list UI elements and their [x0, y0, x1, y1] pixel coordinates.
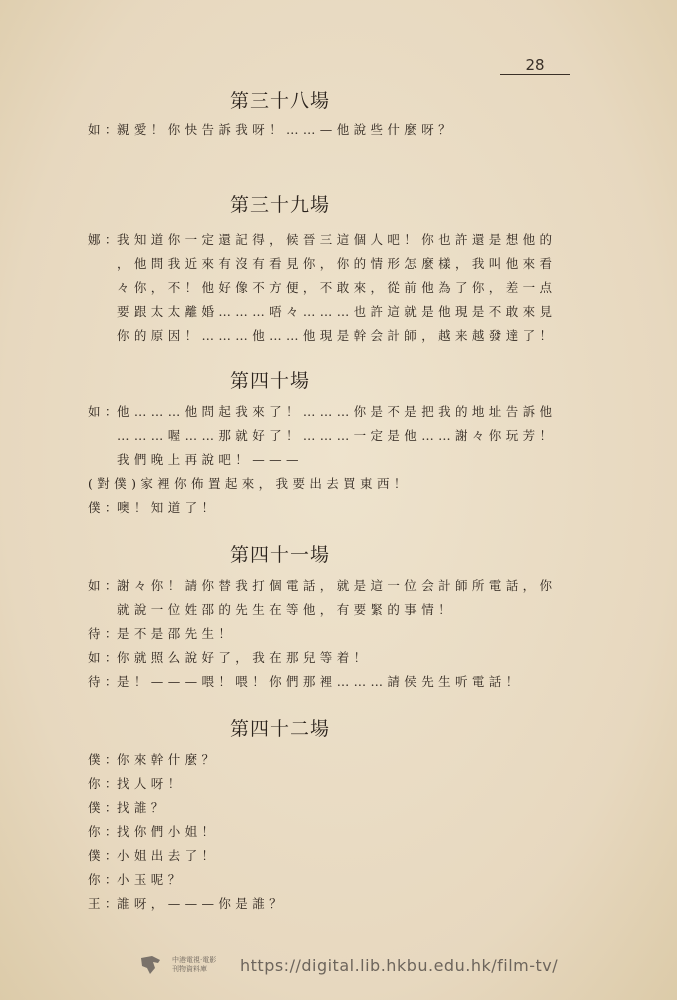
stage-direction: (對僕) [88, 476, 141, 491]
scene-heading-42: 第四十二場 [230, 718, 331, 740]
speaker: 如： [88, 404, 122, 419]
scene-40-dialogue [88, 400, 588, 520]
speaker: 待： [88, 626, 122, 641]
line-continuation: ………喔……那就好了！………一定是他……謝々你玩芳！ [117, 428, 557, 443]
scene-heading-41: 第四十一場 [230, 544, 331, 566]
line-text: 找人呀！ [117, 776, 185, 791]
dialogue-line [88, 868, 588, 892]
dialogue-line [88, 748, 588, 772]
library-watermark [138, 952, 558, 978]
speaker: 你： [88, 872, 122, 887]
line-text: 小姐出去了！ [117, 848, 219, 863]
line-continuation: 々你，不！他好像不方便，不敢來，從前他為了你，差一点 [117, 280, 557, 295]
dialogue-line [88, 796, 588, 820]
line-continuation: ，他問我近來有沒有看見你，你的情形怎麼樣，我叫他來看 [117, 256, 557, 271]
scene-41-dialogue [88, 574, 588, 694]
speaker: 如： [88, 578, 122, 593]
line-text: 謝々你！請你替我打個電話，就是這一位会計師所電話，你 [117, 578, 557, 593]
library-logo-icon [138, 954, 164, 976]
page-number: 28 [525, 56, 545, 74]
speaker: 如： [88, 650, 122, 665]
speaker: 僕： [88, 800, 122, 815]
speaker: 待： [88, 674, 122, 689]
scene-heading-38: 第三十八場 [230, 90, 331, 112]
line-text: 你就照么說好了，我在那兒等着！ [117, 650, 371, 665]
scene-42-dialogue [88, 748, 588, 916]
line-text: 是不是邵先生！ [117, 626, 236, 641]
dialogue-line [88, 670, 588, 694]
line-text: 家裡你佈置起來，我要出去買東西！ [140, 476, 411, 491]
speaker: 僕： [88, 752, 122, 767]
dialogue-line [88, 844, 588, 868]
line-continuation: 我們晚上再說吧！——— [117, 452, 303, 467]
scene-heading-39: 第三十九場 [230, 194, 331, 216]
dialogue-line [88, 118, 588, 142]
dialogue-line [88, 772, 588, 796]
dialogue-line [88, 820, 588, 844]
line-text: 找你們小姐！ [117, 824, 219, 839]
dialogue-line [88, 622, 588, 646]
dialogue-line [88, 400, 588, 472]
scene-heading-40: 第四十場 [230, 370, 311, 392]
scene-39-dialogue [88, 228, 588, 348]
watermark-url: https://digital.lib.hkbu.edu.hk/film-tv/ [240, 955, 559, 975]
line-text: 噢！知道了！ [117, 500, 219, 515]
dialogue-line [88, 472, 588, 496]
dialogue-line [88, 892, 588, 916]
dialogue-line [88, 646, 588, 670]
watermark-org-line1: 中港電視·電影 [172, 956, 217, 964]
line-text: 誰呀，———你是誰？ [117, 896, 287, 911]
line-text: 找誰？ [117, 800, 168, 815]
speaker: 王： [88, 896, 122, 911]
line-text: 你來幹什麼？ [117, 752, 219, 767]
scene-38-dialogue [88, 118, 588, 142]
speaker: 你： [88, 824, 122, 839]
line-text: 他………他問起我來了！………你是不是把我的地址告訴他 [117, 404, 557, 419]
page-number-underline [500, 74, 570, 75]
line-continuation: 你的原因！………他……他現是幹会計師，越来越發達了！ [117, 328, 557, 343]
speaker: 如： [88, 122, 122, 137]
line-continuation: 要跟太太離婚………唔々………也許這就是他現是不敢來見 [117, 304, 557, 319]
line-text: 我知道你一定還記得，候晉三這個人吧！你也許還是想他的 [117, 232, 557, 247]
dialogue-line [88, 574, 588, 622]
speaker: 你： [88, 776, 122, 791]
line-text: 小玉呢？ [117, 872, 185, 887]
speaker: 僕： [88, 848, 122, 863]
watermark-org-line2: 刊物資料庫 [172, 965, 207, 973]
watermark-org [172, 956, 232, 974]
speaker: 娜： [88, 232, 122, 247]
line-text: 親愛！你快告訴我呀！……—他說些什麼呀？ [117, 122, 456, 137]
dialogue-line [88, 496, 588, 520]
line-text: 是！———喂！喂！你們那裡………請侯先生听電話！ [117, 674, 523, 689]
line-continuation: 就說一位姓邵的先生在等他，有要緊的事情！ [117, 602, 456, 617]
dialogue-line [88, 228, 588, 348]
speaker: 僕： [88, 500, 122, 515]
